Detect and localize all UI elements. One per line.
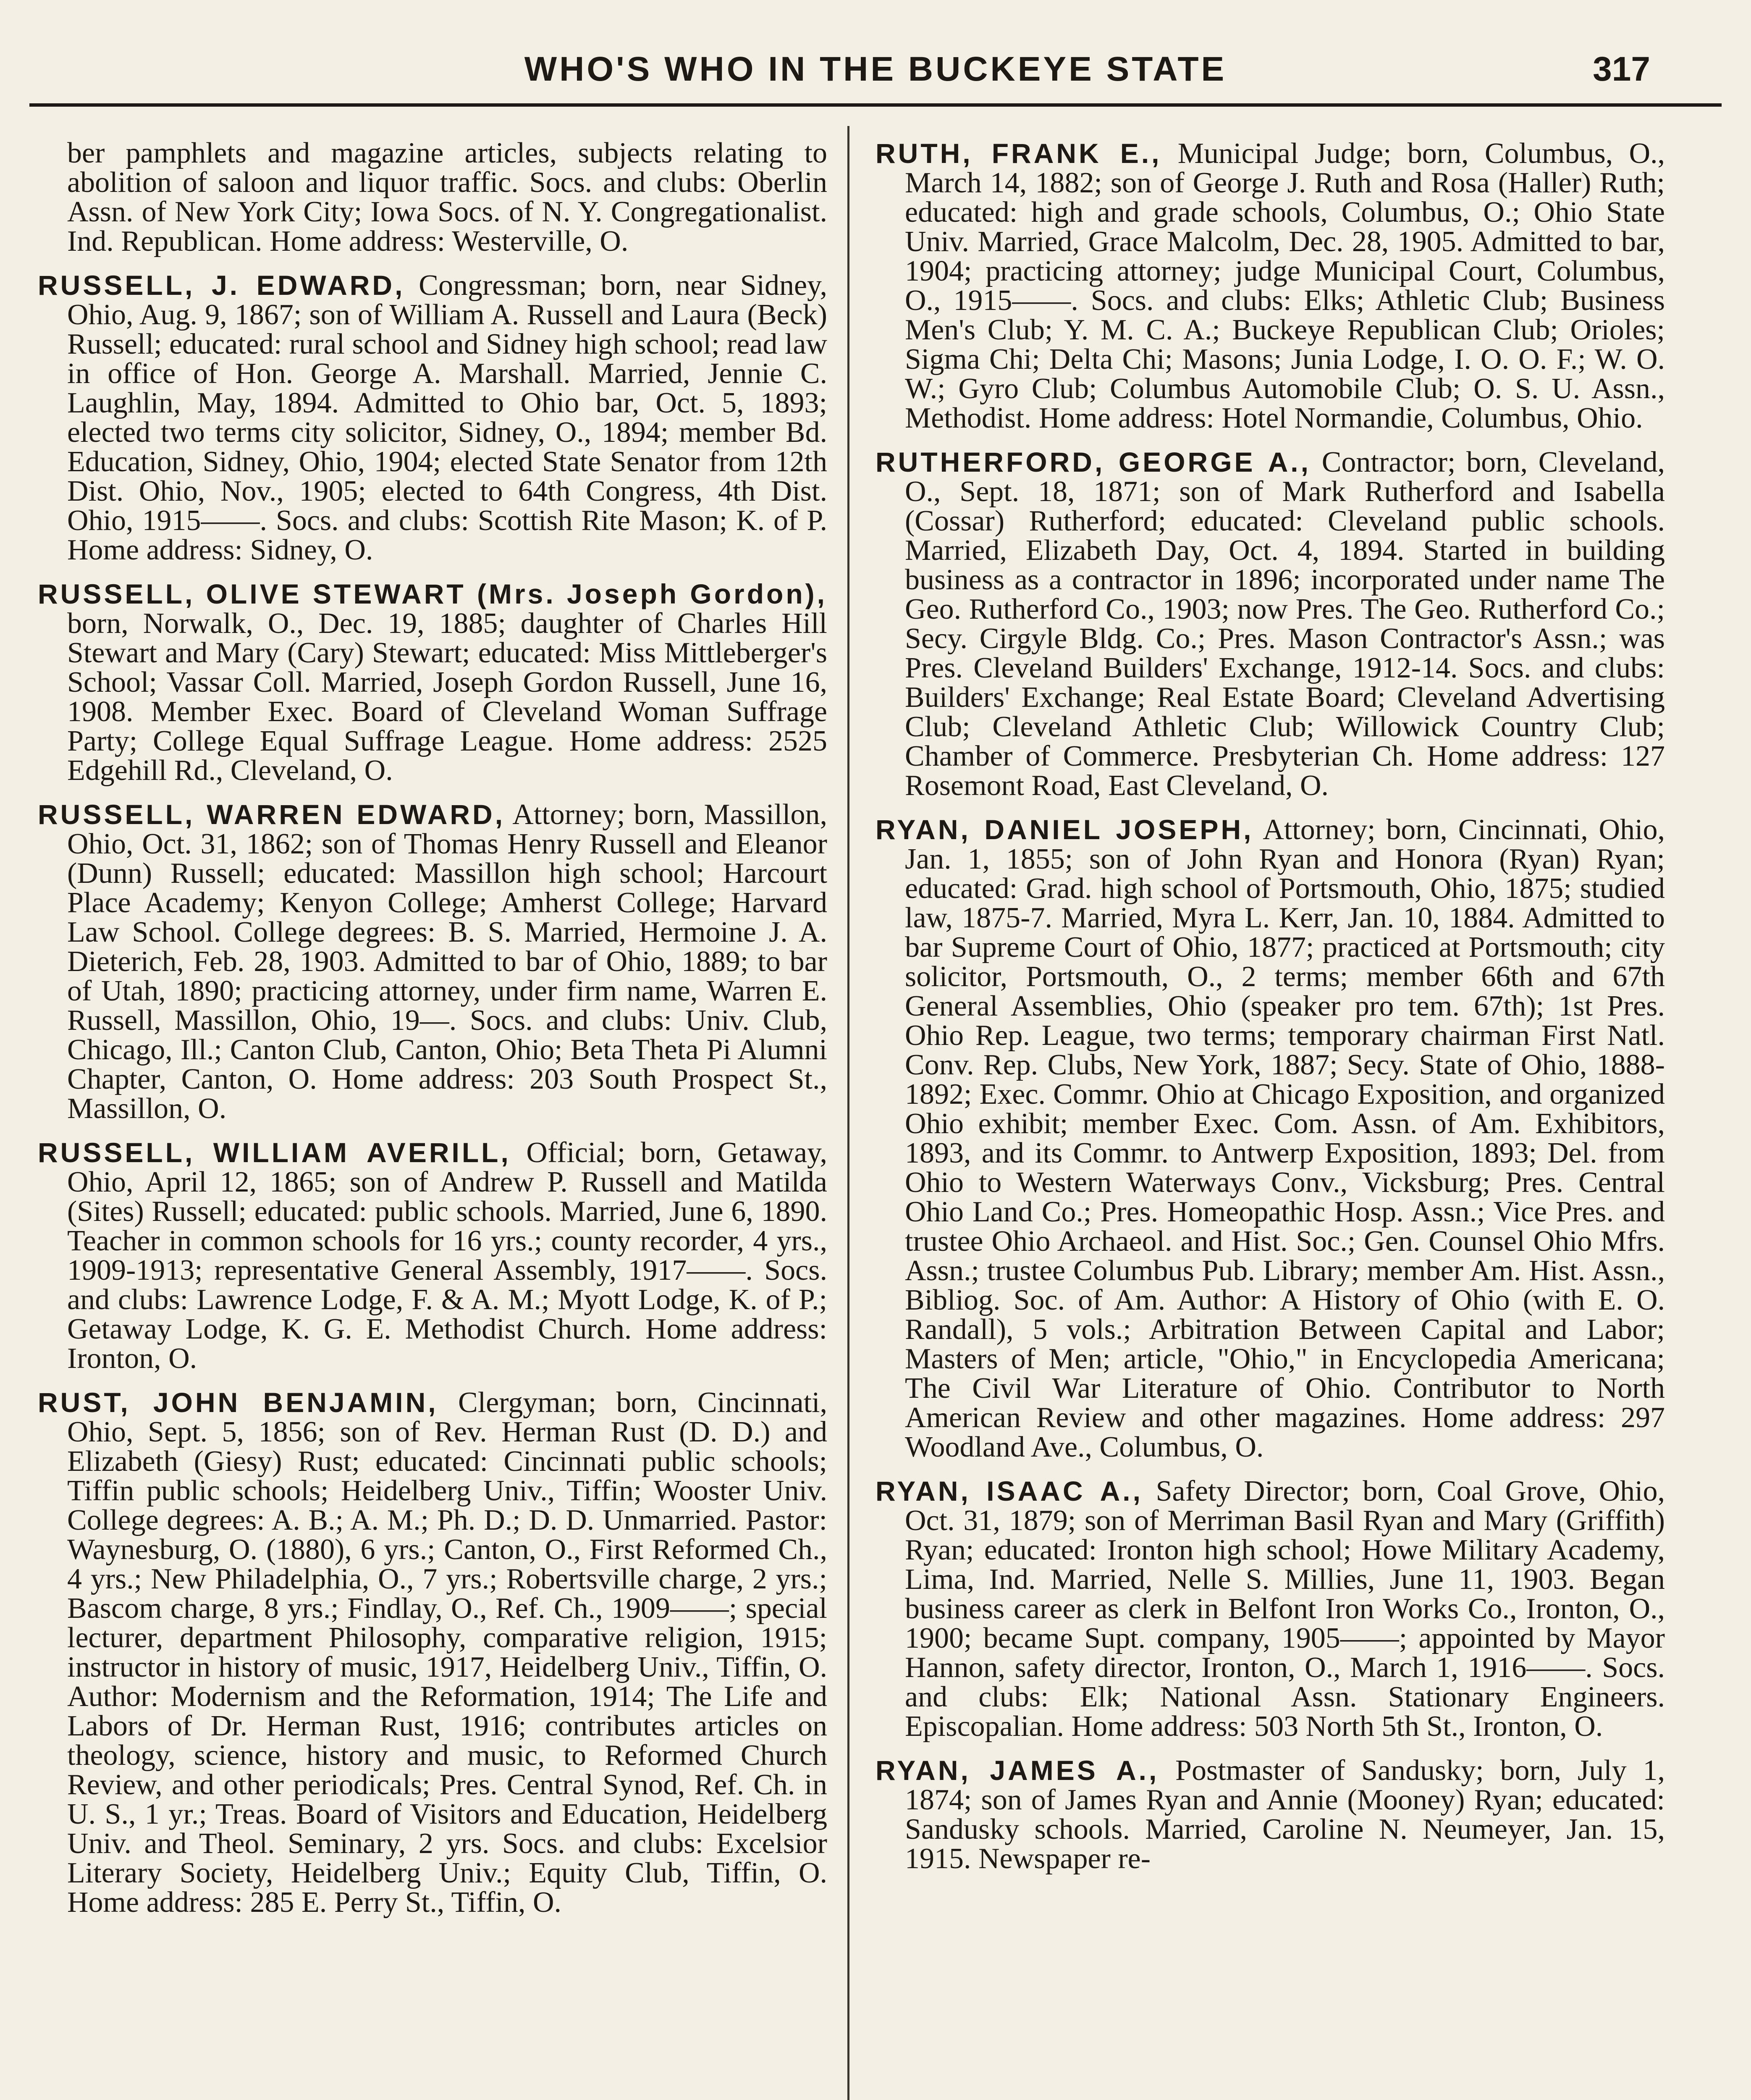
entry-name: RUSSELL, WILLIAM AVERILL, [38, 1137, 511, 1168]
entry-continuation [38, 139, 827, 256]
right-column [876, 139, 1665, 1888]
entry-text: Attorney; born, Massillon, Ohio, Oct. 31, 1862; son of Thomas Henry Russell and Eleanor (Dunn) Russell; educated: Massillon high school; Harcourt Place Academy; Kenyon College; Amherst College; Harvard Law School. College degrees: B. S. Married, Hermoine J. A. Dieterich, Feb. 28, 1903. Admitted to bar of Ohio, 1889; to bar of Utah, 1890; practicing attorney, under firm name, Warren E. Russell, Massillon, Ohio, 19—. Socs. and clubs: Univ. Club, Chicago, Ill.; Canton Club, Canton, Ohio; Beta Theta Pi Alumni Chapter, Canton, O. Home address: 203 South Prospect St., Massillon, O. [67, 798, 827, 1125]
entry-text: Safety Director; born, Coal Grove, Ohio, Oct. 31, 1879; son of Merriman Basil Ryan and Mary (Griffith) Ryan; educated: Ironton high school; Howe Military Academy, Lima, Ind. Married, Nelle S. Millies, June 11, 1903. Began business career as clerk in Belfont Iron Works Co., Ironton, O., 1900; became Supt. company, 1905——; appointed by Mayor Hannon, safety director, Ironton, O., March 1, 1916——. Socs. and clubs: Elk; National Assn. Stationary Engineers. Episcopalian. Home address: 503 North 5th St., Ironton, O. [905, 1475, 1665, 1743]
entry-ryan-daniel-joseph [876, 815, 1665, 1462]
entry-ryan-james-a [876, 1756, 1665, 1874]
entry-russell-j-edward [38, 270, 827, 565]
entry-name: RUSSELL, WARREN EDWARD, [38, 799, 506, 830]
entry-rust-john-benjamin [38, 1388, 827, 1917]
entry-text: Official; born, Getaway, Ohio, April 12, 1865; son of Andrew P. Russell and Matilda (Sites) Russell; educated: public schools. Married, June 6, 1890. Teacher in common schools for 16 yrs.; county recorder, 4 yrs., 1909-1913; representative General Assembly, 1917——. Socs. and clubs: Lawrence Lodge, F. & A. M.; Myott Lodge, K. of P.; Getaway Lodge, K. G. E. Methodist Church. Home address: Ironton, O. [67, 1137, 827, 1375]
entry-name: RYAN, ISAAC A., [876, 1475, 1143, 1507]
entry-text: Postmaster of Sandusky; born, July 1, 1874; son of James Ryan and Annie (Mooney) Ryan; educated: Sandusky schools. Married, Caroline N. Neumeyer, Jan. 15, 1915. Newspaper re- [905, 1754, 1665, 1875]
header-rule [29, 103, 1722, 107]
entry-text: Congressman; born, near Sidney, Ohio, Aug. 9, 1867; son of William A. Russell and Laura (Beck) Russell; educated: rural school and Sidney high school; read law in office of Hon. George A. Marshall. Married, Jennie C. Laughlin, May, 1894. Admitted to Ohio bar, Oct. 5, 1893; elected two terms city solicitor, Sidney, O., 1894; member Bd. Education, Sidney, Ohio, 1904; elected State Senator from 12th Dist. Ohio, Nov., 1905; elected to 64th Congress, 4th Dist. Ohio, 1915——. Socs. and clubs: Scottish Rite Mason; K. of P. Home address: Sidney, O. [67, 269, 827, 566]
entry-russell-olive-stewart [38, 579, 827, 785]
entry-name: RUTHERFORD, GEORGE A., [876, 446, 1311, 478]
column-divider [847, 126, 849, 2100]
entry-name: RYAN, DANIEL JOSEPH, [876, 814, 1254, 845]
entry-text: Attorney; born, Cincinnati, Ohio, Jan. 1, 1855; son of John Ryan and Honora (Ryan) Ryan; educated: Grad. high school of Portsmouth, Ohio, 1875; studied law, 1875-7. Married, Myra L. Kerr, Jan. 10, 1884. Admitted to bar Supreme Court of Ohio, 1877; practiced at Portsmouth; city solicitor, Portsmouth, O., 2 terms; member 66th and 67th General Assemblies, Ohio (speaker pro tem. 67th); 1st Pres. Ohio Rep. League, two terms; temporary chairman First Natl. Conv. Rep. Clubs, New York, 1887; Secy. State of Ohio, 1888-1892; Exec. Commr. Ohio at Chicago Exposition, and organized Ohio exhibit; member Exec. Com. Assn. of Am. Exhibitors, 1893, and its Commr. to Antwerp Exposition, 1893; Del. from Ohio to Western Waterways Conv., Vicksburg; Pres. Central Ohio Land Co.; Pres. Homeopathic Hosp. Assn.; Vice Pres. and trustee Ohio Archaeol. and Hist. Soc.; Gen. Counsel Ohio Mfrs. Assn.; trustee Columbus Pub. Library; member Am. Hist. Assn., Bibliog. Soc. of Am. Author: A History of Ohio (with E. O. Randall), 5 vols.; Arbitration Between Capital and Labor; Masters of Men; article, "Ohio," in Encyclopedia Americana; The Civil War Literature of Ohio. Contributor to North American Review and other magazines. Home address: 297 Woodland Ave., Columbus, O. [905, 814, 1665, 1463]
entry-ruth-frank-e [876, 139, 1665, 433]
entry-ryan-isaac-a [876, 1476, 1665, 1741]
entry-name: RUSSELL, J. EDWARD, [38, 270, 405, 301]
page-header [0, 0, 1751, 126]
entry-name: RUTH, FRANK E., [876, 138, 1162, 169]
entry-text: Clergyman; born, Cincinnati, Ohio, Sept. 5, 1856; son of Rev. Herman Rust (D. D.) and Elizabeth (Giesy) Rust; educated: Cincinnati public schools; Tiffin public schools; Heidelberg Univ., Tiffin; Wooster Univ. College degrees: A. B.; A. M.; Ph. D.; D. D. Unmarried. Pastor: Waynesburg, O. (1880), 6 yrs.; Canton, O., First Reformed Ch., 4 yrs.; New Philadelphia, O., 7 yrs.; Robertsville charge, 2 yrs.; Bascom charge, 8 yrs.; Findlay, O., Ref. Ch., 1909——; special lecturer, department Philosophy, comparative religion, 1915; instructor in history of music, 1917, Heidelberg Univ., Tiffin, O. Author: Modernism and the Reformation, 1914; The Life and Labors of Dr. Herman Rust, 1916; contributes articles on theology, science, history and music, to Reformed Church Review, and other periodicals; Pres. Central Synod, Ref. Ch. in U. S., 1 yr.; Treas. Board of Visitors and Education, Heidelberg Univ. and Theol. Seminary, 2 yrs. Socs. and clubs: Excelsior Literary Society, Heidelberg Univ.; Equity Club, Tiffin, O. Home address: 285 E. Perry St., Tiffin, O. [67, 1386, 827, 1919]
entry-russell-warren-edward [38, 800, 827, 1124]
entry-russell-william-averill [38, 1138, 827, 1373]
entry-name: RUST, JOHN BENJAMIN, [38, 1387, 438, 1418]
entry-name: RYAN, JAMES A., [876, 1755, 1159, 1786]
running-title: WHO'S WHO IN THE BUCKEYE STATE [524, 50, 1227, 88]
entry-text: Municipal Judge; born, Columbus, O., March 14, 1882; son of George J. Ruth and Rosa (Haller) Ruth; educated: high and grade schools, Columbus, O.; Ohio State Univ. Married, Grace Malcolm, Dec. 28, 1905. Admitted to bar, 1904; practicing attorney; judge Municipal Court, Columbus, O., 1915——. Socs. and clubs: Elks; Athletic Club; Business Men's Club; Y. M. C. A.; Buckeye Republican Club; Orioles; Sigma Chi; Delta Chi; Masons; Junia Lodge, I. O. O. F.; W. O. W.; Gyro Club; Columbus Automobile Club; O. S. U. Assn., Methodist. Home address: Hotel Normandie, Columbus, Ohio. [905, 137, 1665, 434]
entry-name: RUSSELL, OLIVE STEWART (Mrs. Joseph Gordon), [38, 578, 827, 609]
entry-rutherford-george-a [876, 447, 1665, 801]
entry-text: Contractor; born, Cleveland, O., Sept. 18, 1871; son of Mark Rutherford and Isabella (Cossar) Rutherford; educated: Cleveland public schools. Married, Elizabeth Day, Oct. 4, 1894. Started in building business as a contractor in 1896; incorporated under name The Geo. Rutherford Co., 1903; now Pres. The Geo. Rutherford Co.; Secy. Cirgyle Bldg. Co.; Pres. Mason Contractor's Assn.; was Pres. Cleveland Builders' Exchange, 1912-14. Socs. and clubs: Builders' Exchange; Real Estate Board; Cleveland Advertising Club; Cleveland Athletic Club; Willowick Country Club; Chamber of Commerce. Presbyterian Ch. Home address: 127 Rosemont Road, East Cleveland, O. [905, 446, 1665, 802]
entry-text: born, Norwalk, O., Dec. 19, 1885; daughter of Charles Hill Stewart and Mary (Cary) Stewart; educated: Miss Mittleberger's School; Vassar Coll. Married, Joseph Gordon Russell, June 16, 1908. Member Exec. Board of Cleveland Woman Suffrage Party; College Equal Suffrage League. Home address: 2525 Edgehill Rd., Cleveland, O. [67, 607, 827, 787]
page-number: 317 [1593, 50, 1650, 88]
entry-text: ber pamphlets and magazine articles, subjects relating to abolition of saloon and liquor traffic. Socs. and clubs: Oberlin Assn. of New York City; Iowa Socs. of N. Y. Congregationalist. Ind. Republican. Home address: Westerville, O. [67, 137, 827, 257]
left-column [38, 139, 827, 1932]
